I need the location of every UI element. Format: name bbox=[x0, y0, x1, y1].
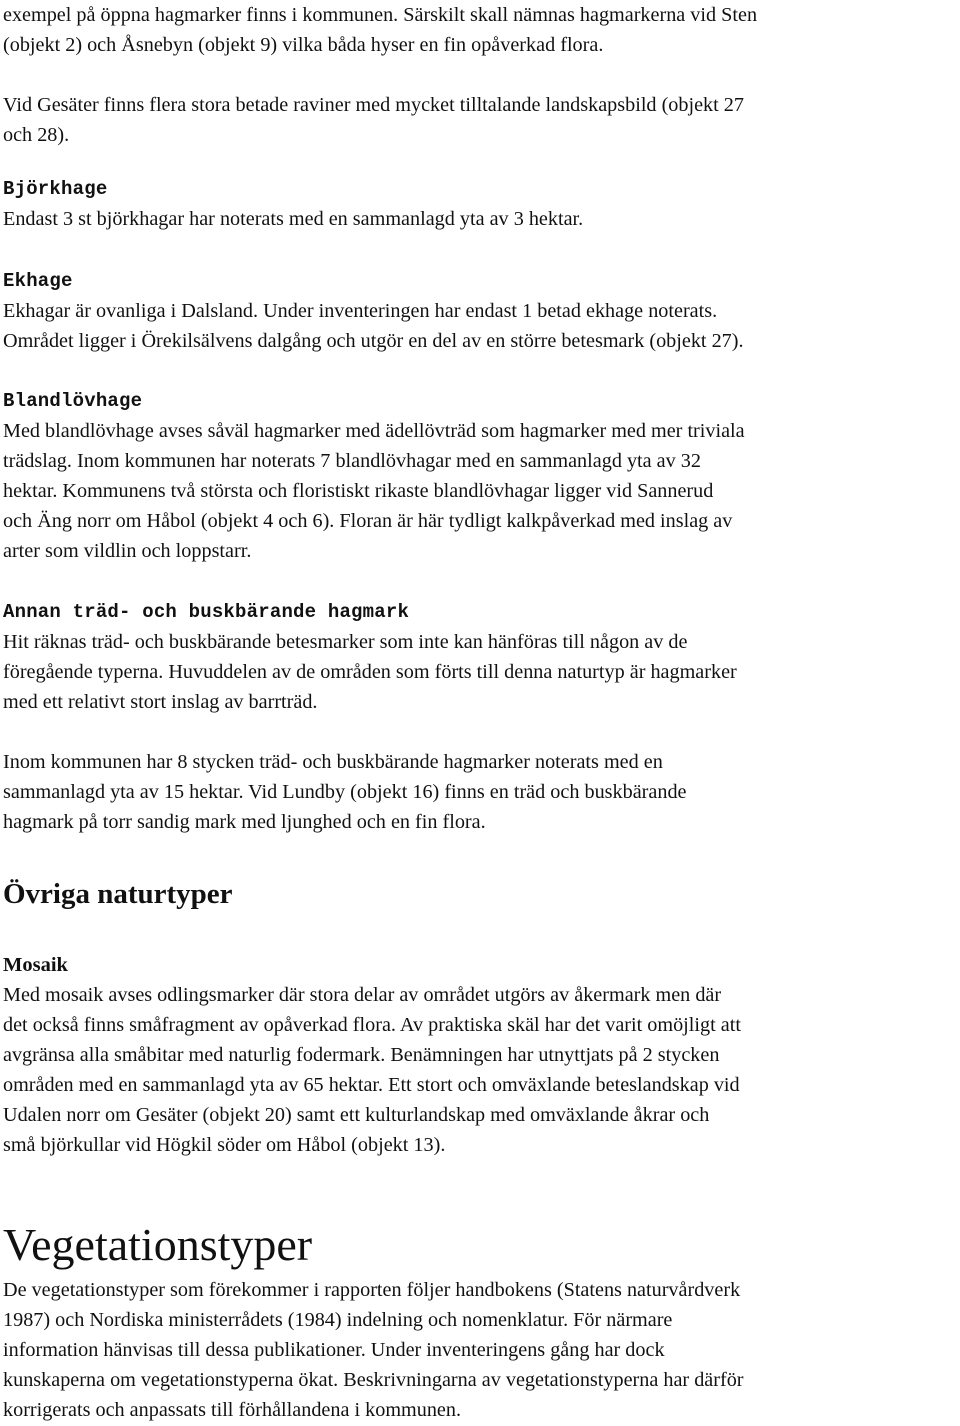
text-line: kunskaperna om vegetationstyperna ökat. Beskrivningarna av vegetationstyperna har därför bbox=[3, 1369, 744, 1391]
text-line: information hänvisas till dessa publikationer. Under inventeringens gång har dock bbox=[3, 1339, 665, 1361]
text-line: Udalen norr om Gesäter (objekt 20) samt ett kulturlandskap med omväxlande åkrar och bbox=[3, 1104, 710, 1126]
blandlovhage-section bbox=[3, 386, 745, 566]
text-line: (objekt 2) och Åsnebyn (objekt 9) vilka båda hyser en fin opåverkad flora. bbox=[3, 34, 604, 56]
mosaik-section bbox=[3, 950, 741, 1160]
text-line: Med mosaik avses odlingsmarker där stora delar av området utgörs av åkermark men där bbox=[3, 984, 722, 1006]
text-line: Området ligger i Örekilsälvens dalgång och utgör en del av en större betesmark (objekt 27). bbox=[3, 330, 744, 352]
text-line: Hit räknas träd- och buskbärande betesmarker som inte kan hänföras till någon av de bbox=[3, 631, 688, 653]
section-heading-blandlovhage: Blandlövhage bbox=[3, 390, 143, 412]
text-line: hagmark på torr sandig mark med ljunghed och en fin flora. bbox=[3, 811, 486, 833]
text-line: avgränsa alla småbitar med naturlig fodermark. Benämningen har utnyttjats på 2 stycken bbox=[3, 1044, 720, 1066]
ekhage-section bbox=[3, 266, 744, 356]
text-line: Endast 3 st björkhagar har noterats med en sammanlagd yta av 3 hektar. bbox=[3, 208, 584, 230]
annan-section bbox=[3, 597, 737, 717]
text-line: små björkullar vid Högkil söder om Håbol (objekt 13). bbox=[3, 1134, 446, 1156]
text-line: med ett relativt stort inslag av barrträd. bbox=[3, 691, 318, 713]
text-line: trädslag. Inom kommunen har noterats 7 blandlövhagar med en sammanlagd yta av 32 bbox=[3, 450, 701, 472]
text-line: Ekhagar är ovanliga i Dalsland. Under inventeringen har endast 1 betad ekhage noterats. bbox=[3, 300, 718, 322]
section-heading-annan: Annan träd- och buskbärande hagmark bbox=[3, 601, 410, 623]
text-line: arter som vildlin och loppstarr. bbox=[3, 540, 252, 562]
text-line: 1987) och Nordiska ministerrådets (1984) indelning och nomenklatur. För närmare bbox=[3, 1309, 673, 1331]
text-line: och 28). bbox=[3, 124, 70, 146]
bjorkhage-section bbox=[3, 174, 583, 234]
text-line: exempel på öppna hagmarker finns i kommunen. Särskilt skall nämnas hagmarkerna vid Sten bbox=[3, 4, 758, 26]
intro-paragraph bbox=[3, 0, 757, 60]
text-line: sammanlagd yta av 15 hektar. Vid Lundby (objekt 16) finns en träd och buskbärande bbox=[3, 781, 687, 803]
section-heading-mosaik: Mosaik bbox=[3, 954, 68, 976]
text-line: korrigerats och anpassats till förhållandena i kommunen. bbox=[3, 1399, 462, 1421]
text-line: och Äng norr om Håbol (objekt 4 och 6). Floran är här tydligt kalkpåverkad med inslag av bbox=[3, 510, 733, 532]
section-heading-bjorkhage: Björkhage bbox=[3, 178, 108, 200]
section-heading-ekhage: Ekhage bbox=[3, 270, 73, 292]
gesater-paragraph bbox=[3, 90, 744, 150]
text-line: hektar. Kommunens två största och floristiskt rikaste blandlövhagar ligger vid Sannerud bbox=[3, 480, 714, 502]
text-line: Med blandlövhage avses såväl hagmarker med ädellövträd som hagmarker med mer triviala bbox=[3, 420, 745, 442]
text-line: De vegetationstyper som förekommer i rapporten följer handbokens (Statens naturvårdverk bbox=[3, 1279, 741, 1301]
text-line: Inom kommunen har 8 stycken träd- och buskbärande hagmarker noterats med en bbox=[3, 751, 663, 773]
annan-paragraph-2 bbox=[3, 747, 687, 837]
text-line: det också finns småfragment av opåverkad flora. Av praktiska skäl har det varit omöjligt att bbox=[3, 1014, 741, 1036]
text-line: föregående typerna. Huvuddelen av de områden som förts till denna naturtyp är hagmarker bbox=[3, 661, 737, 683]
chapter-heading-ovriga: Övriga naturtyper bbox=[3, 878, 233, 910]
vegetation-paragraph bbox=[3, 1275, 744, 1425]
chapter-heading-vegetationstyper: Vegetationstyper bbox=[3, 1219, 313, 1270]
text-line: Vid Gesäter finns flera stora betade raviner med mycket tilltalande landskapsbild (objekt 27 bbox=[3, 94, 744, 116]
text-line: områden med en sammanlagd yta av 65 hektar. Ett stort och omväxlande beteslandskap vid bbox=[3, 1074, 740, 1096]
